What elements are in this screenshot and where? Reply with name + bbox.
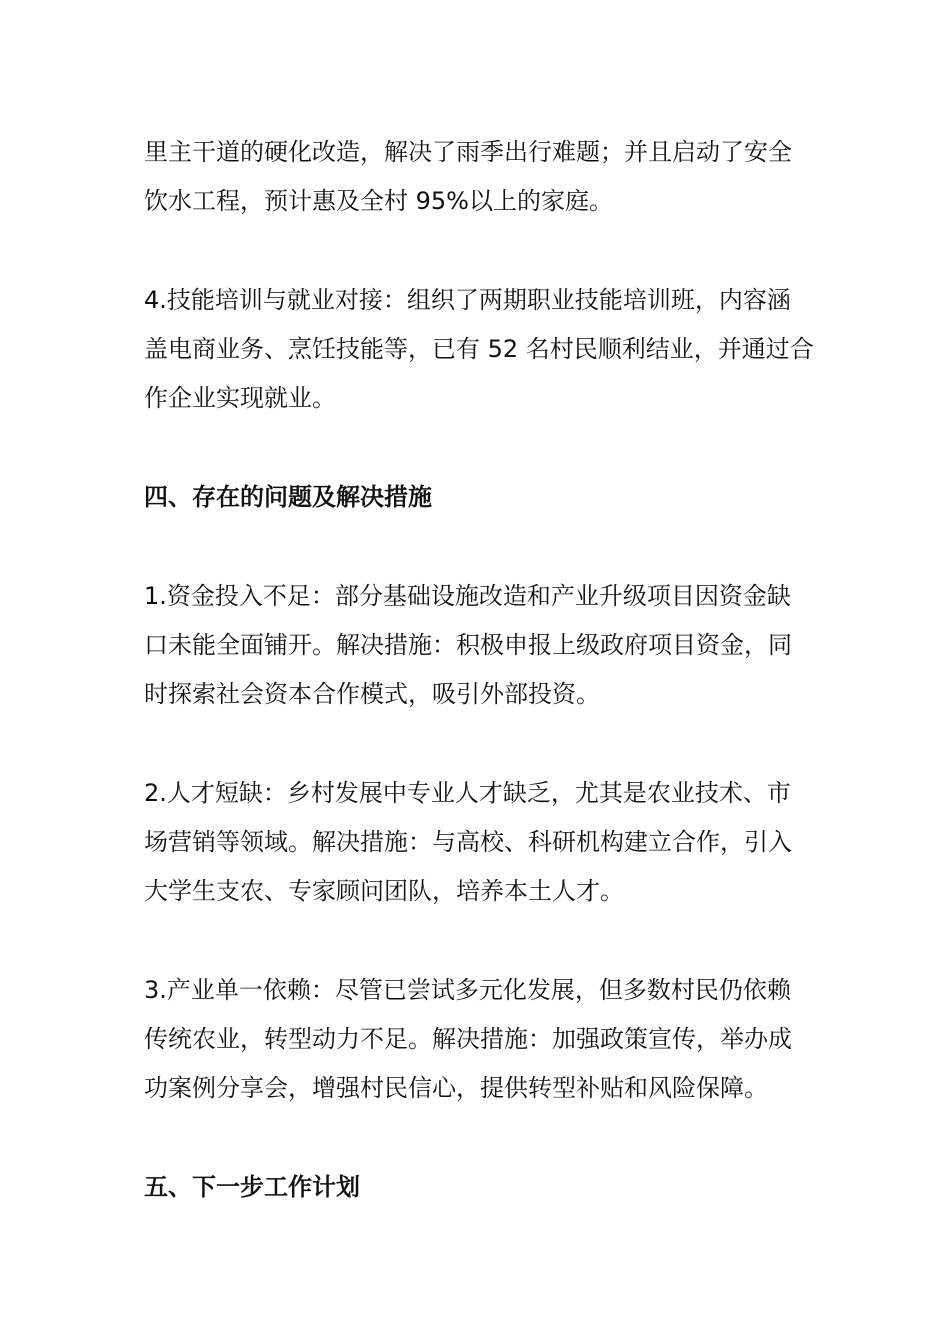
text-line: 传统农业，转型动力不足。解决措施：加强政策宣传，举办成 (144, 1025, 792, 1053)
text-line: 里主干道的硬化改造，解决了雨季出行难题；并且启动了安全 (144, 138, 792, 166)
text-line: 饮水工程，预计惠及全村 95%以上的家庭。 (144, 187, 613, 215)
document-body (144, 128, 812, 1212)
text-line: 2.人才短缺：乡村发展中专业人才缺乏，尤其是农业技术、市 (144, 779, 791, 807)
text-line: 时探索社会资本合作模式，吸引外部投资。 (144, 680, 600, 708)
heading-next-steps: 五、下一步工作计划 (144, 1173, 360, 1201)
text-line: 3.产业单一依赖：尽管已尝试多元化发展，但多数村民仍依赖 (144, 976, 791, 1004)
paragraph-spacer (144, 423, 812, 473)
paragraph-spacer (144, 226, 812, 276)
paragraph-skills-training (144, 276, 812, 423)
paragraph-spacer (144, 522, 812, 572)
text-line: 大学生支农、专家顾问团队，培养本土人才。 (144, 877, 624, 905)
paragraph-funding-shortage (144, 572, 812, 719)
text-line: 场营销等领域。解决措施：与高校、科研机构建立合作，引入 (144, 828, 792, 856)
paragraph-spacer (144, 719, 812, 769)
heading-problems-solutions: 四、存在的问题及解决措施 (144, 483, 432, 511)
paragraph-infrastructure-continued (144, 128, 812, 226)
paragraph-industry-dependence (144, 966, 812, 1113)
text-line: 口未能全面铺开。解决措施：积极申报上级政府项目资金，同 (144, 631, 792, 659)
text-line: 4.技能培训与就业对接：组织了两期职业技能培训班，内容涵 (144, 286, 791, 314)
text-line: 盖电商业务、烹饪技能等，已有 52 名村民顺利结业，并通过合 (144, 335, 814, 363)
text-line: 功案例分享会，增强村民信心，提供转型补贴和风险保障。 (144, 1074, 768, 1102)
paragraph-spacer (144, 916, 812, 966)
text-line: 1.资金投入不足：部分基础设施改造和产业升级项目因资金缺 (144, 582, 791, 610)
paragraph-talent-shortage (144, 769, 812, 916)
paragraph-spacer (144, 1113, 812, 1163)
text-line: 作企业实现就业。 (144, 384, 336, 412)
